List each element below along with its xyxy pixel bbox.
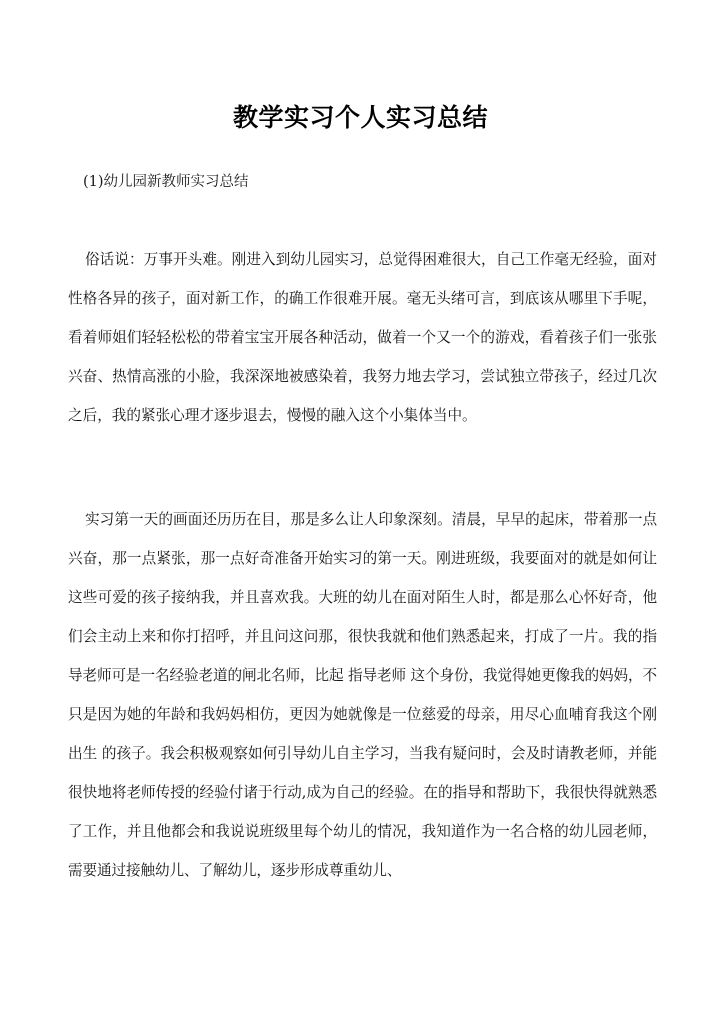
paragraph-block-1 bbox=[60, 240, 665, 435]
page-title: 教学实习个人实习总结 bbox=[232, 102, 488, 132]
body-paragraph: 俗话说：万事开头难。刚进入到幼儿园实习，总觉得困难很大，自己工作毫无经验，面对性格各异的孩子，面对新工作，的确工作很难开展。毫无头绪可言，到底该从哪里下手呢，看着师姐们轻轻松松的带着宝宝开展各种活动，做着一个又一个的游戏，看着孩子们一张张兴奋、热情高涨的小脸，我深深地被感染着，我努力地去学习，尝试独立带孩子，经过几次之后，我的紧张心理才逐步退去，慢慢的融入这个小集体当中。 bbox=[68, 251, 657, 424]
body-paragraph: 实习第一天的画面还历历在目，那是多么让人印象深刻。清晨，早早的起床，带着那一点兴奋，那一点紧张，那一点好奇准备开始实习的第一天。刚进班级，我要面对的就是如何让这些可爱的孩子接纳我，并且喜欢我。大班的幼儿在面对陌生人时，都是那么心怀好奇，他们会主动上来和你打招呼，并且问这问那，很快我就和他们熟悉起来，打成了一片。我的指导老师可是一名经验老道的闸北名师，比起 指导老师 这个身份，我觉得她更像我的妈妈，不只是因为她的年龄和我妈妈相仿，更因为她就像是一位慈爱的母亲，用尽心血哺育我这个刚 出生 的孩子。我会积极观察如何引导幼儿自主学习，当我有疑问时，会及时请教老师，并能很快地将老师传授的经验付诸于行动,成为自己的经验。在的指导和帮助下，我很快得就熟悉了工作，并且他都会和我说说班级里每个幼儿的情况，我知道作为一名合格的幼儿园老师，需要通过接触幼儿、了解幼儿，逐步形成尊重幼儿、 bbox=[68, 511, 657, 879]
paragraph-block-2 bbox=[60, 500, 665, 890]
document-subtitle: (1)幼儿园新教师实习总结 bbox=[83, 174, 249, 190]
